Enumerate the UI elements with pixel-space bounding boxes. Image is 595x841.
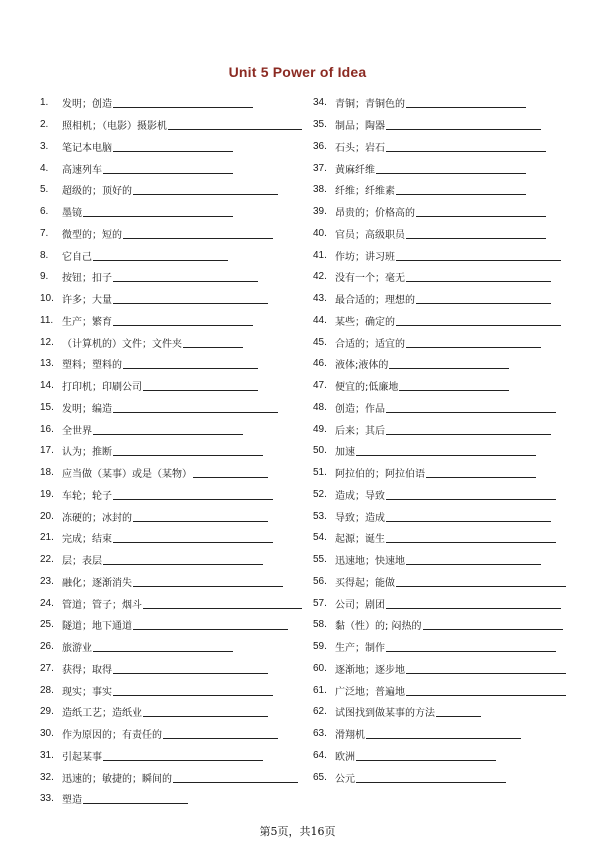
chinese-meaning: 完成；结束 bbox=[62, 534, 112, 546]
item-number: 45. bbox=[313, 336, 327, 348]
answer-blank[interactable] bbox=[426, 477, 536, 478]
vocab-item bbox=[313, 397, 575, 419]
item-number: 59. bbox=[313, 641, 327, 653]
item-number: 37. bbox=[313, 162, 327, 174]
vocab-item bbox=[313, 157, 575, 179]
answer-blank[interactable] bbox=[113, 695, 273, 696]
item-number: 21. bbox=[40, 532, 54, 544]
item-number: 34. bbox=[313, 97, 327, 109]
vocab-item bbox=[40, 527, 302, 549]
chinese-meaning: 塑造 bbox=[62, 795, 82, 807]
item-number: 42. bbox=[313, 271, 327, 283]
chinese-meaning: 广泛地；普遍地 bbox=[335, 686, 405, 698]
chinese-meaning: 旅游业 bbox=[62, 643, 92, 655]
vocab-item bbox=[40, 223, 302, 245]
vocab-item bbox=[40, 614, 302, 636]
chinese-meaning: 阿拉伯的；阿拉伯语 bbox=[335, 469, 425, 481]
answer-blank[interactable] bbox=[386, 412, 556, 413]
chinese-meaning: 笔记本电脑 bbox=[62, 142, 112, 154]
item-number: 46. bbox=[313, 358, 327, 370]
item-number: 4. bbox=[40, 162, 49, 174]
chinese-meaning: 导致；造成 bbox=[335, 512, 385, 524]
chinese-meaning: （计算机的）文件；文件夹 bbox=[62, 338, 182, 350]
item-number: 36. bbox=[313, 140, 327, 152]
chinese-meaning: 造成；导致 bbox=[335, 490, 385, 502]
answer-blank[interactable] bbox=[113, 303, 268, 304]
item-number: 61. bbox=[313, 684, 327, 696]
item-number: 31. bbox=[40, 749, 54, 761]
answer-blank[interactable] bbox=[356, 760, 496, 761]
vocab-item bbox=[40, 310, 302, 332]
answer-blank[interactable] bbox=[356, 455, 536, 456]
item-number: 15. bbox=[40, 401, 54, 413]
vocab-item bbox=[313, 418, 575, 440]
answer-blank[interactable] bbox=[113, 281, 258, 282]
chinese-meaning: 应当做（某事）或是（某物） bbox=[62, 469, 192, 481]
vocab-item bbox=[40, 92, 302, 114]
answer-blank[interactable] bbox=[386, 521, 551, 522]
item-number: 63. bbox=[313, 728, 327, 740]
answer-blank[interactable] bbox=[399, 390, 509, 391]
item-number: 16. bbox=[40, 423, 54, 435]
vocab-item bbox=[313, 745, 575, 767]
vocab-item bbox=[40, 353, 302, 375]
chinese-meaning: 后来；其后 bbox=[335, 425, 385, 437]
item-number: 12. bbox=[40, 336, 54, 348]
chinese-meaning: 作坊；讲习班 bbox=[335, 251, 395, 263]
item-number: 38. bbox=[313, 184, 327, 196]
answer-blank[interactable] bbox=[406, 238, 546, 239]
chinese-meaning: 微型的；短的 bbox=[62, 229, 122, 241]
answer-blank[interactable] bbox=[113, 151, 233, 152]
answer-blank[interactable] bbox=[366, 738, 521, 739]
chinese-meaning: 作为原因的；有责任的 bbox=[62, 730, 162, 742]
item-number: 26. bbox=[40, 641, 54, 653]
chinese-meaning: 造纸工艺；造纸业 bbox=[62, 708, 142, 720]
answer-blank[interactable] bbox=[416, 216, 546, 217]
chinese-meaning: 便宜的;低廉地 bbox=[335, 382, 399, 394]
item-number: 53. bbox=[313, 510, 327, 522]
answer-blank[interactable] bbox=[103, 760, 263, 761]
vocab-item bbox=[313, 223, 575, 245]
item-number: 33. bbox=[40, 793, 54, 805]
vocab-item bbox=[313, 505, 575, 527]
chinese-meaning: 现实；事实 bbox=[62, 686, 112, 698]
item-number: 29. bbox=[40, 706, 54, 718]
chinese-meaning: 管道；管子；烟斗 bbox=[62, 599, 142, 611]
vocab-item bbox=[40, 766, 302, 788]
chinese-meaning: 公元 bbox=[335, 773, 355, 785]
vocab-item bbox=[313, 549, 575, 571]
item-number: 28. bbox=[40, 684, 54, 696]
vocab-item bbox=[313, 136, 575, 158]
vocab-item bbox=[313, 92, 575, 114]
item-number: 49. bbox=[313, 423, 327, 435]
chinese-meaning: 石头；岩石 bbox=[335, 142, 385, 154]
item-number: 25. bbox=[40, 619, 54, 631]
answer-blank[interactable] bbox=[143, 716, 268, 717]
answer-blank[interactable] bbox=[123, 368, 258, 369]
vocab-item bbox=[40, 440, 302, 462]
chinese-meaning: 高速列车 bbox=[62, 164, 102, 176]
answer-blank[interactable] bbox=[386, 434, 551, 435]
answer-blank[interactable] bbox=[436, 716, 481, 717]
chinese-meaning: 黄麻纤维 bbox=[335, 164, 375, 176]
vocab-item bbox=[313, 614, 575, 636]
chinese-meaning: 黏（性）的; 闷热的 bbox=[335, 621, 422, 633]
item-number: 62. bbox=[313, 706, 327, 718]
vocab-item bbox=[313, 288, 575, 310]
answer-blank[interactable] bbox=[83, 803, 188, 804]
chinese-meaning: 逐渐地；逐步地 bbox=[335, 664, 405, 676]
item-number: 43. bbox=[313, 293, 327, 305]
item-number: 51. bbox=[313, 467, 327, 479]
item-number: 57. bbox=[313, 597, 327, 609]
item-number: 52. bbox=[313, 488, 327, 500]
answer-blank[interactable] bbox=[143, 390, 258, 391]
answer-blank[interactable] bbox=[93, 651, 233, 652]
item-number: 24. bbox=[40, 597, 54, 609]
answer-blank[interactable] bbox=[113, 499, 273, 500]
chinese-meaning: 发明；编造 bbox=[62, 403, 112, 415]
chinese-meaning: 液体;液体的 bbox=[335, 360, 389, 372]
chinese-meaning: 墨镜 bbox=[62, 208, 82, 220]
vocab-item bbox=[313, 179, 575, 201]
vocab-item bbox=[40, 179, 302, 201]
chinese-meaning: 生产；繁育 bbox=[62, 316, 112, 328]
item-number: 8. bbox=[40, 249, 49, 261]
vocab-item bbox=[40, 114, 302, 136]
vocab-item bbox=[40, 679, 302, 701]
vocab-item bbox=[40, 157, 302, 179]
chinese-meaning: 隧道；地下通道 bbox=[62, 621, 132, 633]
vocab-item bbox=[313, 701, 575, 723]
vocab-item bbox=[40, 331, 302, 353]
chinese-meaning: 迅速的；敏捷的；瞬间的 bbox=[62, 773, 172, 785]
answer-blank[interactable] bbox=[183, 347, 243, 348]
answer-blank[interactable] bbox=[133, 194, 278, 195]
answer-blank[interactable] bbox=[173, 782, 298, 783]
vocab-item bbox=[313, 636, 575, 658]
item-number: 3. bbox=[40, 140, 49, 152]
vocab-item bbox=[40, 701, 302, 723]
chinese-meaning: 某些；确定的 bbox=[335, 316, 395, 328]
chinese-meaning: 创造；作品 bbox=[335, 403, 385, 415]
vocab-item bbox=[40, 549, 302, 571]
vocab-item bbox=[40, 788, 302, 810]
item-number: 64. bbox=[313, 749, 327, 761]
answer-blank[interactable] bbox=[396, 325, 561, 326]
vocab-item bbox=[40, 571, 302, 593]
item-number: 20. bbox=[40, 510, 54, 522]
chinese-meaning: 合适的；适宜的 bbox=[335, 338, 405, 350]
item-number: 22. bbox=[40, 554, 54, 566]
answer-blank[interactable] bbox=[168, 129, 302, 130]
vocab-item bbox=[313, 310, 575, 332]
item-number: 44. bbox=[313, 314, 327, 326]
chinese-meaning: 获得；取得 bbox=[62, 664, 112, 676]
vocab-item bbox=[313, 353, 575, 375]
item-number: 30. bbox=[40, 728, 54, 740]
chinese-meaning: 认为；推断 bbox=[62, 447, 112, 459]
answer-blank[interactable] bbox=[133, 521, 268, 522]
page-number: 第5页，共16页 bbox=[259, 825, 336, 838]
vocab-item bbox=[313, 527, 575, 549]
item-number: 5. bbox=[40, 184, 49, 196]
answer-blank[interactable] bbox=[133, 629, 288, 630]
chinese-meaning: 生产；制作 bbox=[335, 643, 385, 655]
answer-blank[interactable] bbox=[356, 782, 506, 783]
item-number: 17. bbox=[40, 445, 54, 457]
answer-blank[interactable] bbox=[406, 107, 526, 108]
item-number: 39. bbox=[313, 206, 327, 218]
answer-blank[interactable] bbox=[386, 129, 541, 130]
chinese-meaning: 欧洲 bbox=[335, 751, 355, 763]
chinese-meaning: 发明；创造 bbox=[62, 99, 112, 111]
item-number: 7. bbox=[40, 227, 49, 239]
item-number: 23. bbox=[40, 575, 54, 587]
vocab-item bbox=[40, 375, 302, 397]
chinese-meaning: 层；表层 bbox=[62, 556, 102, 568]
chinese-meaning: 试图找到做某事的方法 bbox=[335, 708, 435, 720]
vocab-item bbox=[40, 266, 302, 288]
chinese-meaning: 车轮；轮子 bbox=[62, 490, 112, 502]
vocab-item bbox=[313, 114, 575, 136]
item-number: 48. bbox=[313, 401, 327, 413]
item-number: 60. bbox=[313, 662, 327, 674]
item-number: 14. bbox=[40, 380, 54, 392]
answer-blank[interactable] bbox=[83, 216, 233, 217]
chinese-meaning: 按钮；扣子 bbox=[62, 273, 112, 285]
vocab-item bbox=[313, 331, 575, 353]
chinese-meaning: 滑翔机 bbox=[335, 730, 365, 742]
chinese-meaning: 公司；剧团 bbox=[335, 599, 385, 611]
item-number: 11. bbox=[40, 314, 54, 326]
chinese-meaning: 融化；逐渐消失 bbox=[62, 577, 132, 589]
vocab-list-left bbox=[40, 92, 302, 810]
item-number: 32. bbox=[40, 771, 54, 783]
vocab-item bbox=[313, 766, 575, 788]
vocab-item bbox=[313, 201, 575, 223]
answer-blank[interactable] bbox=[386, 651, 556, 652]
item-number: 50. bbox=[313, 445, 327, 457]
answer-blank[interactable] bbox=[406, 673, 566, 674]
vocab-item bbox=[40, 745, 302, 767]
answer-blank[interactable] bbox=[113, 542, 273, 543]
answer-blank[interactable] bbox=[386, 499, 556, 500]
vocab-item bbox=[40, 397, 302, 419]
chinese-meaning: 青铜；青铜色的 bbox=[335, 99, 405, 111]
vocab-item bbox=[313, 571, 575, 593]
chinese-meaning: 照相机；（电影）摄影机 bbox=[62, 121, 167, 133]
vocab-item bbox=[313, 723, 575, 745]
vocab-item bbox=[313, 658, 575, 680]
answer-blank[interactable] bbox=[103, 173, 233, 174]
item-number: 9. bbox=[40, 271, 49, 283]
item-number: 35. bbox=[313, 119, 327, 131]
chinese-meaning: 冻硬的；冰封的 bbox=[62, 512, 132, 524]
answer-blank[interactable] bbox=[423, 629, 563, 630]
chinese-meaning: 打印机；印刷公司 bbox=[62, 382, 142, 394]
answer-blank[interactable] bbox=[396, 260, 561, 261]
vocab-item bbox=[313, 484, 575, 506]
answer-blank[interactable] bbox=[123, 238, 273, 239]
answer-blank[interactable] bbox=[143, 608, 302, 609]
chinese-meaning: 昂贵的；价格高的 bbox=[335, 208, 415, 220]
item-number: 65. bbox=[313, 771, 327, 783]
chinese-meaning: 制品；陶器 bbox=[335, 121, 385, 133]
vocab-item bbox=[313, 375, 575, 397]
vocab-item bbox=[40, 462, 302, 484]
vocab-list-right bbox=[313, 92, 575, 788]
chinese-meaning: 最合适的；理想的 bbox=[335, 295, 415, 307]
answer-blank[interactable] bbox=[113, 455, 263, 456]
answer-blank[interactable] bbox=[113, 412, 278, 413]
item-number: 2. bbox=[40, 119, 49, 131]
item-number: 19. bbox=[40, 488, 54, 500]
answer-blank[interactable] bbox=[103, 564, 263, 565]
vocab-item bbox=[40, 592, 302, 614]
answer-blank[interactable] bbox=[113, 107, 253, 108]
item-number: 56. bbox=[313, 575, 327, 587]
answer-blank[interactable] bbox=[389, 368, 509, 369]
page-title: Unit 5 Power of Idea bbox=[228, 64, 367, 80]
answer-blank[interactable] bbox=[386, 608, 561, 609]
vocab-item bbox=[40, 484, 302, 506]
item-number: 41. bbox=[313, 249, 327, 261]
vocab-item bbox=[40, 136, 302, 158]
item-number: 54. bbox=[313, 532, 327, 544]
answer-blank[interactable] bbox=[416, 303, 551, 304]
chinese-meaning: 纤维；纤维素 bbox=[335, 186, 395, 198]
vocab-item bbox=[40, 636, 302, 658]
answer-blank[interactable] bbox=[193, 477, 268, 478]
vocab-item bbox=[313, 244, 575, 266]
item-number: 18. bbox=[40, 467, 54, 479]
answer-blank[interactable] bbox=[406, 347, 541, 348]
answer-blank[interactable] bbox=[113, 673, 268, 674]
item-number: 55. bbox=[313, 554, 327, 566]
answer-blank[interactable] bbox=[406, 564, 541, 565]
item-number: 27. bbox=[40, 662, 54, 674]
chinese-meaning: 它自己 bbox=[62, 251, 92, 263]
answer-blank[interactable] bbox=[406, 695, 566, 696]
chinese-meaning: 买得起；能做 bbox=[335, 577, 395, 589]
chinese-meaning: 迅速地；快速地 bbox=[335, 556, 405, 568]
vocab-item bbox=[40, 418, 302, 440]
chinese-meaning: 引起某事 bbox=[62, 751, 102, 763]
chinese-meaning: 塑料；塑料的 bbox=[62, 360, 122, 372]
item-number: 10. bbox=[40, 293, 54, 305]
vocab-item bbox=[40, 288, 302, 310]
vocab-item bbox=[313, 440, 575, 462]
answer-blank[interactable] bbox=[396, 586, 566, 587]
answer-blank[interactable] bbox=[113, 325, 253, 326]
answer-blank[interactable] bbox=[386, 542, 556, 543]
vocab-item bbox=[313, 266, 575, 288]
chinese-meaning: 许多；大量 bbox=[62, 295, 112, 307]
answer-blank[interactable] bbox=[93, 434, 243, 435]
item-number: 1. bbox=[40, 97, 49, 109]
vocab-item bbox=[313, 462, 575, 484]
item-number: 47. bbox=[313, 380, 327, 392]
vocab-item bbox=[40, 244, 302, 266]
chinese-meaning: 没有一个；毫无 bbox=[335, 273, 405, 285]
chinese-meaning: 全世界 bbox=[62, 425, 92, 437]
item-number: 40. bbox=[313, 227, 327, 239]
answer-blank[interactable] bbox=[376, 173, 526, 174]
chinese-meaning: 官员；高级职员 bbox=[335, 229, 405, 241]
answer-blank[interactable] bbox=[396, 194, 526, 195]
answer-blank[interactable] bbox=[386, 151, 546, 152]
vocab-item bbox=[40, 505, 302, 527]
answer-blank[interactable] bbox=[406, 281, 551, 282]
vocab-item bbox=[313, 592, 575, 614]
item-number: 13. bbox=[40, 358, 54, 370]
vocab-item bbox=[40, 723, 302, 745]
chinese-meaning: 加速 bbox=[335, 447, 355, 459]
vocab-item bbox=[40, 201, 302, 223]
chinese-meaning: 起源；诞生 bbox=[335, 534, 385, 546]
item-number: 58. bbox=[313, 619, 327, 631]
answer-blank[interactable] bbox=[133, 586, 283, 587]
answer-blank[interactable] bbox=[93, 260, 228, 261]
chinese-meaning: 超级的；顶好的 bbox=[62, 186, 132, 198]
item-number: 6. bbox=[40, 206, 49, 218]
answer-blank[interactable] bbox=[163, 738, 278, 739]
vocab-item bbox=[40, 658, 302, 680]
vocab-item bbox=[313, 679, 575, 701]
